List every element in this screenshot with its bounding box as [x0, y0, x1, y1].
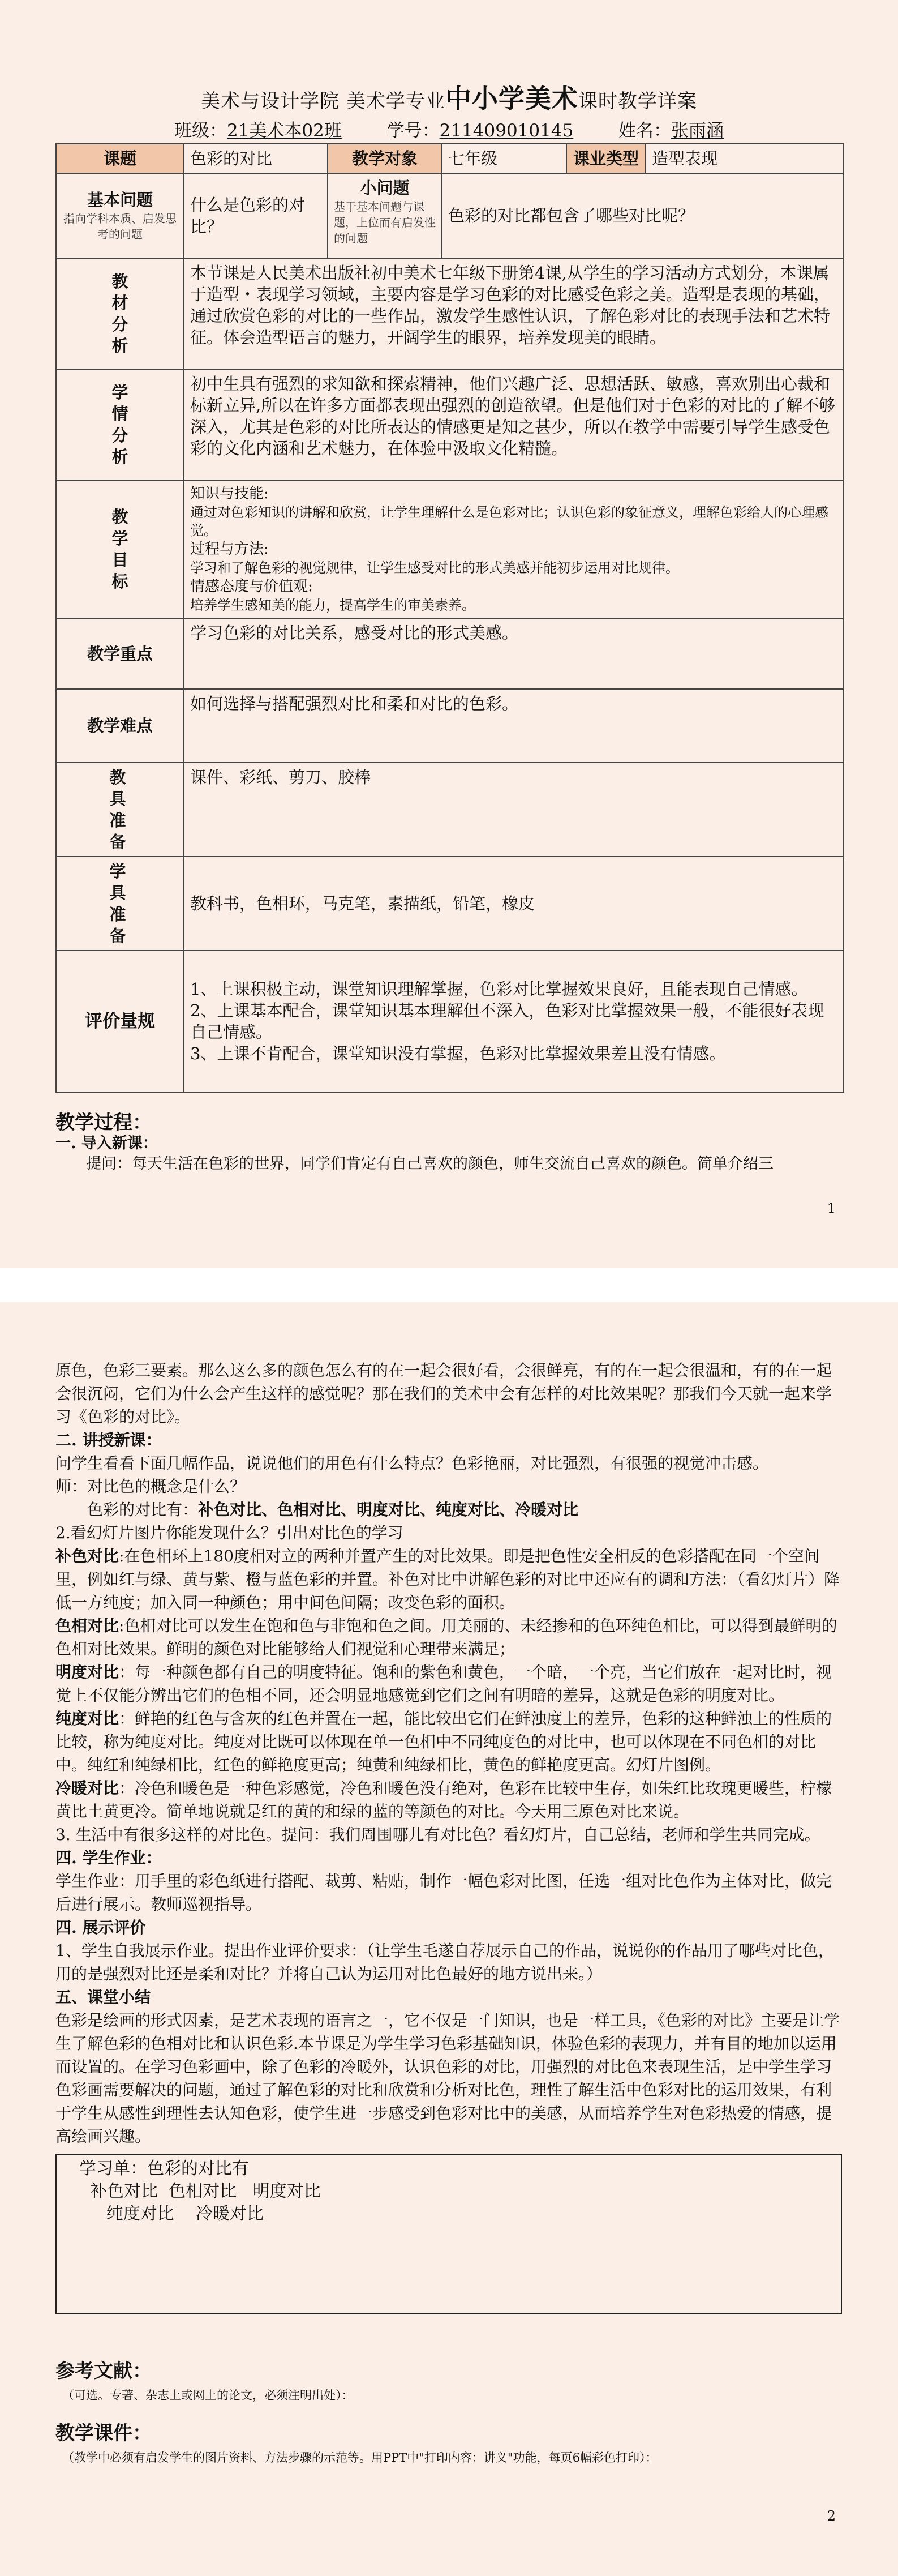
references-title: 参考文献： — [55, 2360, 152, 2382]
learning-tools-label-text: 学具准备 — [109, 862, 131, 945]
paragraph: 问学生看看下面几幅作品，说说他们的用色有什么特点？色彩艳丽，对比强烈，有很强的视觉冲击感。 — [55, 1454, 769, 1473]
study-sheet-line: 学习单：色彩的对比有 — [79, 2159, 249, 2179]
goal-emotion-title: 情感态度与价值观: — [190, 578, 313, 595]
paragraph — [55, 1614, 843, 1661]
paragraph: 学生作业：用手里的彩色纸进行搭配、裁剪、粘贴，制作一幅色彩对比图，任选一组对比色作为主体对比，做完后进行展示。教师巡视指导。 — [55, 1872, 832, 1914]
small-question-label: 小问题 — [360, 178, 410, 198]
class-value: 21美术本02班 — [226, 121, 342, 141]
evaluation-label: 评价量规 — [56, 951, 184, 1092]
evaluation-value — [184, 951, 844, 1092]
contrast-list-prefix: 色彩的对比有： — [87, 1500, 199, 1519]
key-value: 学习色彩的对比关系，感受对比的形式美感。 — [184, 618, 844, 689]
term: 纯度对比 — [55, 1709, 119, 1728]
textbook-value: 本节课是人民美术出版社初中美术七年级下册第4课,从学生的学习活动方式划分，本课属于造型・表现学习领域，主要内容是学习色彩的对比感受色彩之美。造型是表现的基础，通过欣赏色彩的对比的一些作品，激发学生感性认识，了解色彩对比的表现手法和艺术特征。体会造型语言的魅力，开阔学生的眼界，培养发现美的眼睛。 — [184, 258, 844, 369]
page-number: 2 — [827, 2508, 836, 2524]
page-1 — [0, 0, 898, 1268]
study-sheet-line: 纯度对比 冷暖对比 — [79, 2204, 264, 2224]
term: 色相对比 — [55, 1616, 119, 1635]
key-label: 教学重点 — [56, 618, 184, 689]
type-value: 造型表现 — [646, 144, 844, 173]
basic-question-cell — [56, 173, 184, 258]
study-sheet — [55, 2154, 842, 2314]
target-label: 教学对象 — [328, 144, 442, 173]
goal-knowledge-text: 通过对色彩知识的讲解和欣赏，让学生理解什么是色彩对比；认识色彩的象征意义，理解色彩给人的心理感觉。 — [190, 504, 828, 538]
name-label: 姓名： — [618, 121, 672, 141]
page-number: 1 — [827, 1200, 836, 1216]
title-suffix: 课时教学详案 — [578, 90, 697, 113]
goal-process-title: 过程与方法: — [190, 541, 269, 558]
definition: ：每一种颜色都有自己的明度特征。饱和的紫色和黄色，一个暗，一个亮，当它们放在一起对比时，视觉上不仅能分辨出它们的色相不同，还会明显地感觉到它们之间有明暗的差异，这就是色彩的明度对比。 — [55, 1663, 832, 1705]
definition: ：冷色和暖色是一种色彩感觉，冷色和暖色没有绝对，色彩在比较中生存，如朱红比玫瑰更暖些，柠檬黄比土黄更冷。简单地说就是红的黄的和绿的蓝的等颜色的对比。今天用三原色对比来说。 — [55, 1779, 832, 1821]
tools-value: 课件、彩纸、剪刀、胶棒 — [184, 763, 844, 857]
id-value: 211409010145 — [439, 121, 574, 141]
evaluation-item: 3、上课不肯配合，课堂知识没有掌握，色彩对比掌握效果差且没有情感。 — [190, 1044, 726, 1063]
title-big: 中小学美术 — [445, 83, 578, 114]
small-question-cell — [328, 173, 442, 258]
term: 明度对比 — [55, 1663, 119, 1681]
student-label-text: 学情分析 — [111, 383, 128, 467]
courseware-note: （教学中必须有启发学生的图片资料、方法步骤的示范等。用PPT中"打印内容：讲义"功能，每页6幅彩色打印）： — [62, 2451, 658, 2464]
intro-text: 提问：每天生活在色彩的世界，同学们肯定有自己喜欢的颜色，师生交流自己喜欢的颜色。简单介绍三 — [86, 1155, 774, 1173]
paragraph: 3. 生活中有很多这样的对比色。提问：我们周围哪儿有对比色？看幻灯片，自己总结，老师和学生共同完成。 — [55, 1825, 820, 1844]
learning-tools-value: 教科书，色相环，马克笔，素描纸，铅笔，橡皮 — [184, 857, 844, 951]
goal-value — [184, 480, 844, 618]
intro-heading: 一. 导入新课： — [55, 1135, 158, 1152]
paragraph: 色彩是绘画的形式因素，是艺术表现的语言之一，它不仅是一门知识，也是一样工具，《色彩的对比》主要是让学生了解色彩的色相对比和认识色彩.本节课是为学生学习色彩基础知识，体验色彩的表现力，并有目的地加以运用而设置的。在学习色彩画中，除了色彩的冷暖外，认识色彩的对比，用强烈的对比色来表现生活，是中学生学习色彩画需要解决的问题，通过了解色彩的对比和欣赏和分析对比色，理性了解生活中色彩对比的运用效果，有利于学生从感性到理性去认知色彩，使学生进一步感受到色彩对比中的美感，从而培养学生对色彩热爱的情感，提高绘画兴趣。 — [55, 2011, 840, 2146]
study-sheet-line: 补色对比 色相对比 明度对比 — [79, 2181, 321, 2201]
process-title: 教学过程： — [55, 1111, 152, 1134]
small-question-value: 色彩的对比都包含了哪些对比呢？ — [442, 173, 844, 258]
paragraph — [55, 1498, 843, 1521]
topic-value: 色彩的对比 — [184, 144, 328, 173]
tools-label — [56, 763, 184, 857]
tools-label-text: 教具准备 — [109, 768, 131, 851]
student-value: 初中生具有强烈的求知欲和探索精神，他们兴趣广泛、思想活跃、敏感，喜欢别出心裁和标新立异,所以在许多方面都表现出强烈的创造欲望。但是他们对于色彩的对比的了解不够深入，尤其是色彩的对比所表达的情感更是知之甚少，所以在教学中需要引导学生感受色彩的文化内涵和艺术魅力，在体验中汲取文化精髓。 — [184, 369, 844, 480]
contrast-list: 补色对比、色相对比、明度对比、纯度对比、冷暖对比 — [198, 1500, 579, 1519]
topic-label: 课题 — [56, 144, 184, 173]
paragraph — [55, 1707, 843, 1777]
page-gap — [0, 1268, 898, 1302]
textbook-label — [56, 258, 184, 369]
basic-question-value: 什么是色彩的对比？ — [184, 173, 328, 258]
goal-knowledge-title: 知识与技能: — [190, 485, 269, 502]
student-info — [0, 116, 898, 142]
textbook-label-text: 教材分析 — [111, 272, 128, 356]
paragraph: 原色，色彩三要素。那么这么多的颜色怎么有的在一起会很好看，会很鲜亮，有的在一起会很温和，有的在一起会很沉闷，它们为什么会产生这样的感觉呢？那在我们的美术中会有怎样的对比效果呢？那我们今天就一起来学习《色彩的对比》。 — [55, 1361, 832, 1426]
class-label: 班级： — [174, 121, 227, 141]
learning-tools-label — [56, 857, 184, 951]
section-heading: 四. 学生作业： — [55, 1848, 162, 1867]
goal-process-text: 学习和了解色彩的视觉规律，让学生感受对比的形式美感并能初步运用对比规律。 — [190, 560, 679, 576]
evaluation-item: 1、上课积极主动，课堂知识理解掌握，色彩对比掌握效果良好，且能表现自己情感。 — [190, 979, 808, 999]
references-note: （可选。专著、杂志上或网上的论文，必须注明出处）： — [62, 2389, 354, 2402]
courseware-title: 教学课件： — [55, 2422, 152, 2445]
student-label — [56, 369, 184, 480]
paragraph: 师：对比色的概念是什么？ — [55, 1477, 246, 1496]
type-label: 课业类型 — [566, 144, 646, 173]
basic-question-hint: 指向学科本质、启发思考的问题 — [63, 212, 177, 241]
section-heading: 二. 讲授新课： — [55, 1431, 162, 1449]
goal-label-text: 教学目标 — [111, 507, 128, 591]
paragraph — [55, 1544, 843, 1614]
section-heading: 五、课堂小结 — [55, 1988, 151, 2006]
basic-question-label: 基本问题 — [87, 190, 153, 209]
goal-label — [56, 480, 184, 618]
name-value: 张雨涵 — [671, 121, 724, 141]
definition: :在色相环上180度相对立的两种并置产生的对比效果。即是把色性安全相反的色彩搭配在同一个空间里，例如红与绿、黄与紫、橙与蓝色彩的并置。补色对比中讲解色彩的对比中还应有的调和方法：（看幻灯片）降低一方纯度；加入同一种颜色；用中间色间隔；改变色彩的面积。 — [55, 1547, 840, 1612]
page-title — [0, 78, 898, 115]
evaluation-item: 2、上课基本配合，课堂知识基本理解但不深入，色彩对比掌握效果一般，不能很好表现自己情感。 — [190, 1001, 824, 1042]
small-question-hint: 基于基本问题与课题，上位而有启发性的问题 — [334, 200, 436, 245]
paragraph: 1、学生自我展示作业。提出作业评价要求：（让学生毛遂自荐展示自己的作品，说说你的作品用了哪些对比色，用的是强烈对比还是柔和对比？并将自己认为运用对比色最好的地方说出来。） — [55, 1941, 834, 1983]
paragraph: 2.看幻灯片图片你能发现什么？引出对比色的学习 — [55, 1524, 403, 1542]
title-prefix: 美术与设计学院 美术学专业 — [201, 90, 445, 113]
definition: :色相对比可以发生在饱和色与非饱和色之间。用美丽的、未经掺和的色环纯色相比，可以得到最鲜明的色相对比效果。鲜明的颜色对比能够给人们视觉和心理带来满足； — [55, 1616, 837, 1658]
target-value: 七年级 — [442, 144, 566, 173]
term: 补色对比 — [55, 1547, 119, 1565]
definition: ：鲜艳的红色与含灰的红色并置在一起，能比较出它们在鲜浊度上的差异，色彩的这种鲜浊上的性质的比较，称为纯度对比。纯度对比既可以体现在单一色相中不同纯度色的对比中，也可以体现在不同色相的对比中。纯红和纯绿相比，红色的鲜艳度更高；纯黄和纯绿相比，黄色的鲜艳度更高。幻灯片图例。 — [55, 1709, 832, 1774]
paragraph — [55, 1661, 843, 1707]
difficulty-value: 如何选择与搭配强烈对比和柔和对比的色彩。 — [184, 689, 844, 763]
difficulty-label: 教学难点 — [56, 689, 184, 763]
paragraph — [55, 1777, 843, 1823]
lesson-plan-table — [55, 143, 844, 1093]
id-label: 学号： — [386, 121, 440, 141]
section-heading: 四. 展示评价 — [55, 1918, 146, 1937]
term: 冷暖对比 — [55, 1779, 119, 1798]
goal-emotion-text: 培养学生感知美的能力，提高学生的审美素养。 — [190, 597, 475, 613]
page-2-body — [55, 1359, 843, 2148]
page-2 — [0, 1302, 898, 2576]
